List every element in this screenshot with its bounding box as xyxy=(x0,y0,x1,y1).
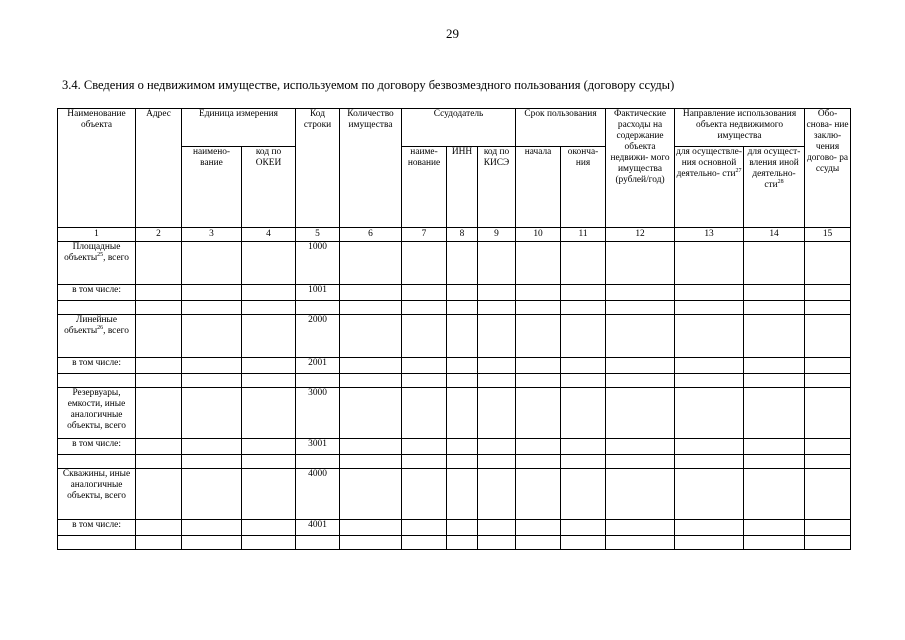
header-lender-kise: код по КИСЭ xyxy=(478,147,516,228)
row-code: 2001 xyxy=(296,358,340,374)
header-actual-costs: Фактические расходы на содержание объекта недвижи- мого имущества (рублей/год) xyxy=(606,109,675,228)
data-cell[interactable] xyxy=(447,439,478,455)
data-cell[interactable] xyxy=(58,374,136,388)
object-name-cell xyxy=(58,469,136,520)
data-cell[interactable] xyxy=(606,388,675,439)
column-number: 6 xyxy=(340,228,402,242)
data-cell[interactable] xyxy=(805,469,851,520)
data-cell[interactable] xyxy=(744,536,805,550)
data-cell[interactable] xyxy=(561,358,606,374)
data-cell[interactable] xyxy=(402,242,447,285)
data-cell[interactable] xyxy=(675,242,744,285)
row-code: 4001 xyxy=(296,520,340,536)
column-number: 12 xyxy=(606,228,675,242)
data-cell[interactable] xyxy=(805,439,851,455)
header-lender-inn: ИНН xyxy=(447,147,478,228)
data-cell[interactable] xyxy=(561,315,606,358)
row-code: 1000 xyxy=(296,242,340,285)
header-object-name: Наименование объекта xyxy=(58,109,136,228)
data-cell[interactable] xyxy=(606,469,675,520)
data-cell[interactable] xyxy=(744,455,805,469)
column-number: 2 xyxy=(136,228,182,242)
data-cell[interactable] xyxy=(675,520,744,536)
row-code: 3000 xyxy=(296,388,340,439)
footnote-ref: 28 xyxy=(777,178,784,185)
data-cell[interactable] xyxy=(478,374,516,388)
data-cell[interactable] xyxy=(744,315,805,358)
page-number: 29 xyxy=(446,26,459,41)
data-cell[interactable] xyxy=(805,315,851,358)
data-cell[interactable] xyxy=(561,536,606,550)
data-cell[interactable] xyxy=(516,285,561,301)
data-cell[interactable] xyxy=(675,285,744,301)
property-table xyxy=(57,108,851,550)
data-cell[interactable] xyxy=(561,374,606,388)
data-cell[interactable] xyxy=(744,520,805,536)
header-direction-main xyxy=(675,147,744,228)
object-name-cell xyxy=(58,388,136,439)
row-code: 1001 xyxy=(296,285,340,301)
data-cell[interactable] xyxy=(340,520,402,536)
data-cell[interactable] xyxy=(242,285,296,301)
data-cell[interactable] xyxy=(242,388,296,439)
data-cell[interactable] xyxy=(182,469,242,520)
data-cell[interactable] xyxy=(675,469,744,520)
row-code: 4000 xyxy=(296,469,340,520)
table-row-empty xyxy=(58,536,851,550)
data-cell[interactable] xyxy=(242,358,296,374)
data-cell[interactable] xyxy=(136,285,182,301)
data-cell[interactable] xyxy=(744,374,805,388)
column-number-row xyxy=(58,228,851,242)
data-cell[interactable] xyxy=(805,388,851,439)
data-cell[interactable] xyxy=(402,358,447,374)
data-cell[interactable] xyxy=(447,242,478,285)
column-number: 8 xyxy=(447,228,478,242)
data-cell[interactable] xyxy=(675,315,744,358)
data-cell[interactable] xyxy=(744,301,805,315)
header-unit-name: наимено- вание xyxy=(182,147,242,228)
data-cell[interactable] xyxy=(606,439,675,455)
data-cell[interactable] xyxy=(744,358,805,374)
header-quantity: Количество имущества xyxy=(340,109,402,228)
data-cell[interactable] xyxy=(516,536,561,550)
object-name-tail: , всего xyxy=(103,253,129,263)
data-cell[interactable] xyxy=(182,301,242,315)
column-number: 1 xyxy=(58,228,136,242)
header-unit-okei: код по ОКЕИ xyxy=(242,147,296,228)
data-cell[interactable] xyxy=(447,374,478,388)
data-cell[interactable] xyxy=(340,455,402,469)
including-label: в том числе: xyxy=(58,520,136,536)
data-cell[interactable] xyxy=(516,469,561,520)
row-code: 2000 xyxy=(296,315,340,358)
table-row-group-total xyxy=(58,242,851,285)
table-body xyxy=(58,242,851,550)
data-cell[interactable] xyxy=(447,455,478,469)
data-cell[interactable] xyxy=(744,242,805,285)
data-cell[interactable] xyxy=(340,285,402,301)
data-cell[interactable] xyxy=(340,358,402,374)
column-number: 7 xyxy=(402,228,447,242)
data-cell[interactable] xyxy=(516,315,561,358)
data-cell[interactable] xyxy=(242,520,296,536)
table-row-empty xyxy=(58,301,851,315)
including-label: в том числе: xyxy=(58,358,136,374)
data-cell[interactable] xyxy=(182,242,242,285)
table-row-including xyxy=(58,520,851,536)
data-cell[interactable] xyxy=(478,520,516,536)
table-row-including xyxy=(58,439,851,455)
column-number: 15 xyxy=(805,228,851,242)
data-cell[interactable] xyxy=(561,301,606,315)
data-cell[interactable] xyxy=(182,536,242,550)
data-cell[interactable] xyxy=(478,455,516,469)
header-direction: Направление использования объекта недвижимого имущества xyxy=(675,109,805,147)
data-cell[interactable] xyxy=(516,439,561,455)
object-name: Линейные объекты xyxy=(64,315,118,336)
data-cell[interactable] xyxy=(402,439,447,455)
data-cell[interactable] xyxy=(402,469,447,520)
data-cell[interactable] xyxy=(561,520,606,536)
data-cell[interactable] xyxy=(242,536,296,550)
data-cell[interactable] xyxy=(675,358,744,374)
data-cell[interactable] xyxy=(675,439,744,455)
header-row-code: Код строки xyxy=(296,109,340,228)
column-number: 4 xyxy=(242,228,296,242)
data-cell[interactable] xyxy=(340,374,402,388)
data-cell[interactable] xyxy=(447,285,478,301)
data-cell[interactable] xyxy=(675,388,744,439)
column-number: 5 xyxy=(296,228,340,242)
data-cell[interactable] xyxy=(242,439,296,455)
data-cell[interactable] xyxy=(744,469,805,520)
data-cell[interactable] xyxy=(744,285,805,301)
header-justification: Обо- снова- ние заклю- чения догово- ра ссуды xyxy=(805,109,851,228)
table-row-group-total xyxy=(58,388,851,439)
data-cell[interactable] xyxy=(402,301,447,315)
data-cell[interactable] xyxy=(402,285,447,301)
data-cell[interactable] xyxy=(561,388,606,439)
data-cell[interactable] xyxy=(447,469,478,520)
data-cell[interactable] xyxy=(478,242,516,285)
data-cell[interactable] xyxy=(182,388,242,439)
data-cell[interactable] xyxy=(242,469,296,520)
object-name: Скважины, иные аналогичные объекты, всего xyxy=(62,469,131,501)
data-cell[interactable] xyxy=(340,469,402,520)
data-cell[interactable] xyxy=(136,242,182,285)
data-cell[interactable] xyxy=(805,520,851,536)
object-name-tail: , всего xyxy=(103,326,129,336)
data-cell[interactable] xyxy=(182,439,242,455)
data-cell[interactable] xyxy=(447,301,478,315)
footnote-ref: 25 xyxy=(97,251,104,258)
table-row-empty xyxy=(58,374,851,388)
data-cell[interactable] xyxy=(182,285,242,301)
data-cell[interactable] xyxy=(447,358,478,374)
header-unit: Единица измерения xyxy=(182,109,296,147)
data-cell[interactable] xyxy=(805,374,851,388)
data-cell[interactable] xyxy=(136,388,182,439)
data-cell[interactable] xyxy=(340,388,402,439)
data-cell[interactable] xyxy=(606,536,675,550)
data-cell[interactable] xyxy=(136,358,182,374)
data-cell[interactable] xyxy=(516,301,561,315)
data-cell[interactable] xyxy=(805,301,851,315)
header-term: Срок пользования xyxy=(516,109,606,147)
data-cell[interactable] xyxy=(136,455,182,469)
data-cell[interactable] xyxy=(58,455,136,469)
data-cell[interactable] xyxy=(606,455,675,469)
data-cell[interactable] xyxy=(561,439,606,455)
data-cell[interactable] xyxy=(516,455,561,469)
data-cell[interactable] xyxy=(516,242,561,285)
data-cell[interactable] xyxy=(136,520,182,536)
data-cell[interactable] xyxy=(402,520,447,536)
data-cell[interactable] xyxy=(296,374,340,388)
column-number: 14 xyxy=(744,228,805,242)
data-cell[interactable] xyxy=(606,358,675,374)
data-cell[interactable] xyxy=(136,439,182,455)
data-cell[interactable] xyxy=(744,439,805,455)
data-cell[interactable] xyxy=(606,315,675,358)
object-name: Резервуары, емкости, иные аналогичные объекты, всего xyxy=(67,388,126,431)
data-cell[interactable] xyxy=(675,301,744,315)
data-cell[interactable] xyxy=(242,374,296,388)
data-cell[interactable] xyxy=(340,536,402,550)
data-cell[interactable] xyxy=(402,315,447,358)
data-cell[interactable] xyxy=(136,301,182,315)
data-cell[interactable] xyxy=(478,388,516,439)
data-cell[interactable] xyxy=(606,242,675,285)
data-cell[interactable] xyxy=(242,242,296,285)
footnote-ref: 27 xyxy=(735,167,742,174)
data-cell[interactable] xyxy=(136,469,182,520)
data-cell[interactable] xyxy=(606,301,675,315)
object-name-cell xyxy=(58,242,136,285)
table-row-empty xyxy=(58,455,851,469)
data-cell[interactable] xyxy=(606,520,675,536)
data-cell[interactable] xyxy=(182,455,242,469)
data-cell[interactable] xyxy=(675,374,744,388)
data-cell[interactable] xyxy=(136,374,182,388)
data-cell[interactable] xyxy=(242,315,296,358)
data-cell[interactable] xyxy=(805,285,851,301)
header-direction-other xyxy=(744,147,805,228)
data-cell[interactable] xyxy=(805,242,851,285)
data-cell[interactable] xyxy=(242,455,296,469)
data-cell[interactable] xyxy=(447,536,478,550)
data-cell[interactable] xyxy=(182,315,242,358)
data-cell[interactable] xyxy=(478,301,516,315)
data-cell[interactable] xyxy=(561,285,606,301)
header-address: Адрес xyxy=(136,109,182,228)
data-cell[interactable] xyxy=(516,388,561,439)
data-cell[interactable] xyxy=(805,455,851,469)
column-number: 9 xyxy=(478,228,516,242)
data-cell[interactable] xyxy=(447,315,478,358)
header-direction-main-text: для осуществле- ния основной деятельно- сти xyxy=(676,147,742,179)
data-cell[interactable] xyxy=(402,536,447,550)
data-cell[interactable] xyxy=(478,469,516,520)
data-cell[interactable] xyxy=(340,439,402,455)
data-cell[interactable] xyxy=(561,455,606,469)
table-row-group-total xyxy=(58,315,851,358)
table-row-group-total xyxy=(58,469,851,520)
header-term-start: начала xyxy=(516,147,561,228)
data-cell[interactable] xyxy=(340,301,402,315)
row-code: 3001 xyxy=(296,439,340,455)
footnote-ref: 26 xyxy=(97,324,104,331)
including-label: в том числе: xyxy=(58,285,136,301)
data-cell[interactable] xyxy=(561,469,606,520)
data-cell[interactable] xyxy=(561,242,606,285)
data-cell[interactable] xyxy=(182,374,242,388)
data-cell[interactable] xyxy=(478,285,516,301)
data-cell[interactable] xyxy=(516,374,561,388)
data-cell[interactable] xyxy=(296,536,340,550)
data-cell[interactable] xyxy=(478,358,516,374)
data-cell[interactable] xyxy=(340,242,402,285)
data-cell[interactable] xyxy=(182,358,242,374)
header-direction-other-text: для осущест- вления иной деятельно- сти xyxy=(747,147,801,190)
data-cell[interactable] xyxy=(606,285,675,301)
data-cell[interactable] xyxy=(296,301,340,315)
data-cell[interactable] xyxy=(606,374,675,388)
data-cell[interactable] xyxy=(805,358,851,374)
data-cell[interactable] xyxy=(478,439,516,455)
data-cell[interactable] xyxy=(805,536,851,550)
object-name-cell xyxy=(58,315,136,358)
data-cell[interactable] xyxy=(402,455,447,469)
data-cell[interactable] xyxy=(136,315,182,358)
data-cell[interactable] xyxy=(478,536,516,550)
data-cell[interactable] xyxy=(340,315,402,358)
data-cell[interactable] xyxy=(402,388,447,439)
column-number: 3 xyxy=(182,228,242,242)
data-cell[interactable] xyxy=(675,455,744,469)
data-cell[interactable] xyxy=(478,315,516,358)
data-cell[interactable] xyxy=(58,301,136,315)
data-cell[interactable] xyxy=(447,520,478,536)
data-cell[interactable] xyxy=(516,358,561,374)
column-number: 11 xyxy=(561,228,606,242)
column-number: 10 xyxy=(516,228,561,242)
header-lender-name: наиме- нование xyxy=(402,147,447,228)
section-title: 3.4. Сведения о недвижимом имуществе, используемом по договору безвозмездного пользования (договору ссуды) xyxy=(62,78,675,92)
table-row-including xyxy=(58,358,851,374)
header-lender: Ссудодатель xyxy=(402,109,516,147)
data-cell[interactable] xyxy=(182,520,242,536)
data-cell[interactable] xyxy=(296,455,340,469)
data-cell[interactable] xyxy=(136,536,182,550)
including-label: в том числе: xyxy=(58,439,136,455)
data-cell[interactable] xyxy=(58,536,136,550)
data-cell[interactable] xyxy=(516,520,561,536)
data-cell[interactable] xyxy=(744,388,805,439)
column-number: 13 xyxy=(675,228,744,242)
table-header xyxy=(58,109,851,242)
data-cell[interactable] xyxy=(675,536,744,550)
table-row-including xyxy=(58,285,851,301)
object-name: Площадные объекты xyxy=(64,242,121,263)
data-cell[interactable] xyxy=(447,388,478,439)
data-cell[interactable] xyxy=(402,374,447,388)
data-cell[interactable] xyxy=(242,301,296,315)
header-term-end: оконча- ния xyxy=(561,147,606,228)
